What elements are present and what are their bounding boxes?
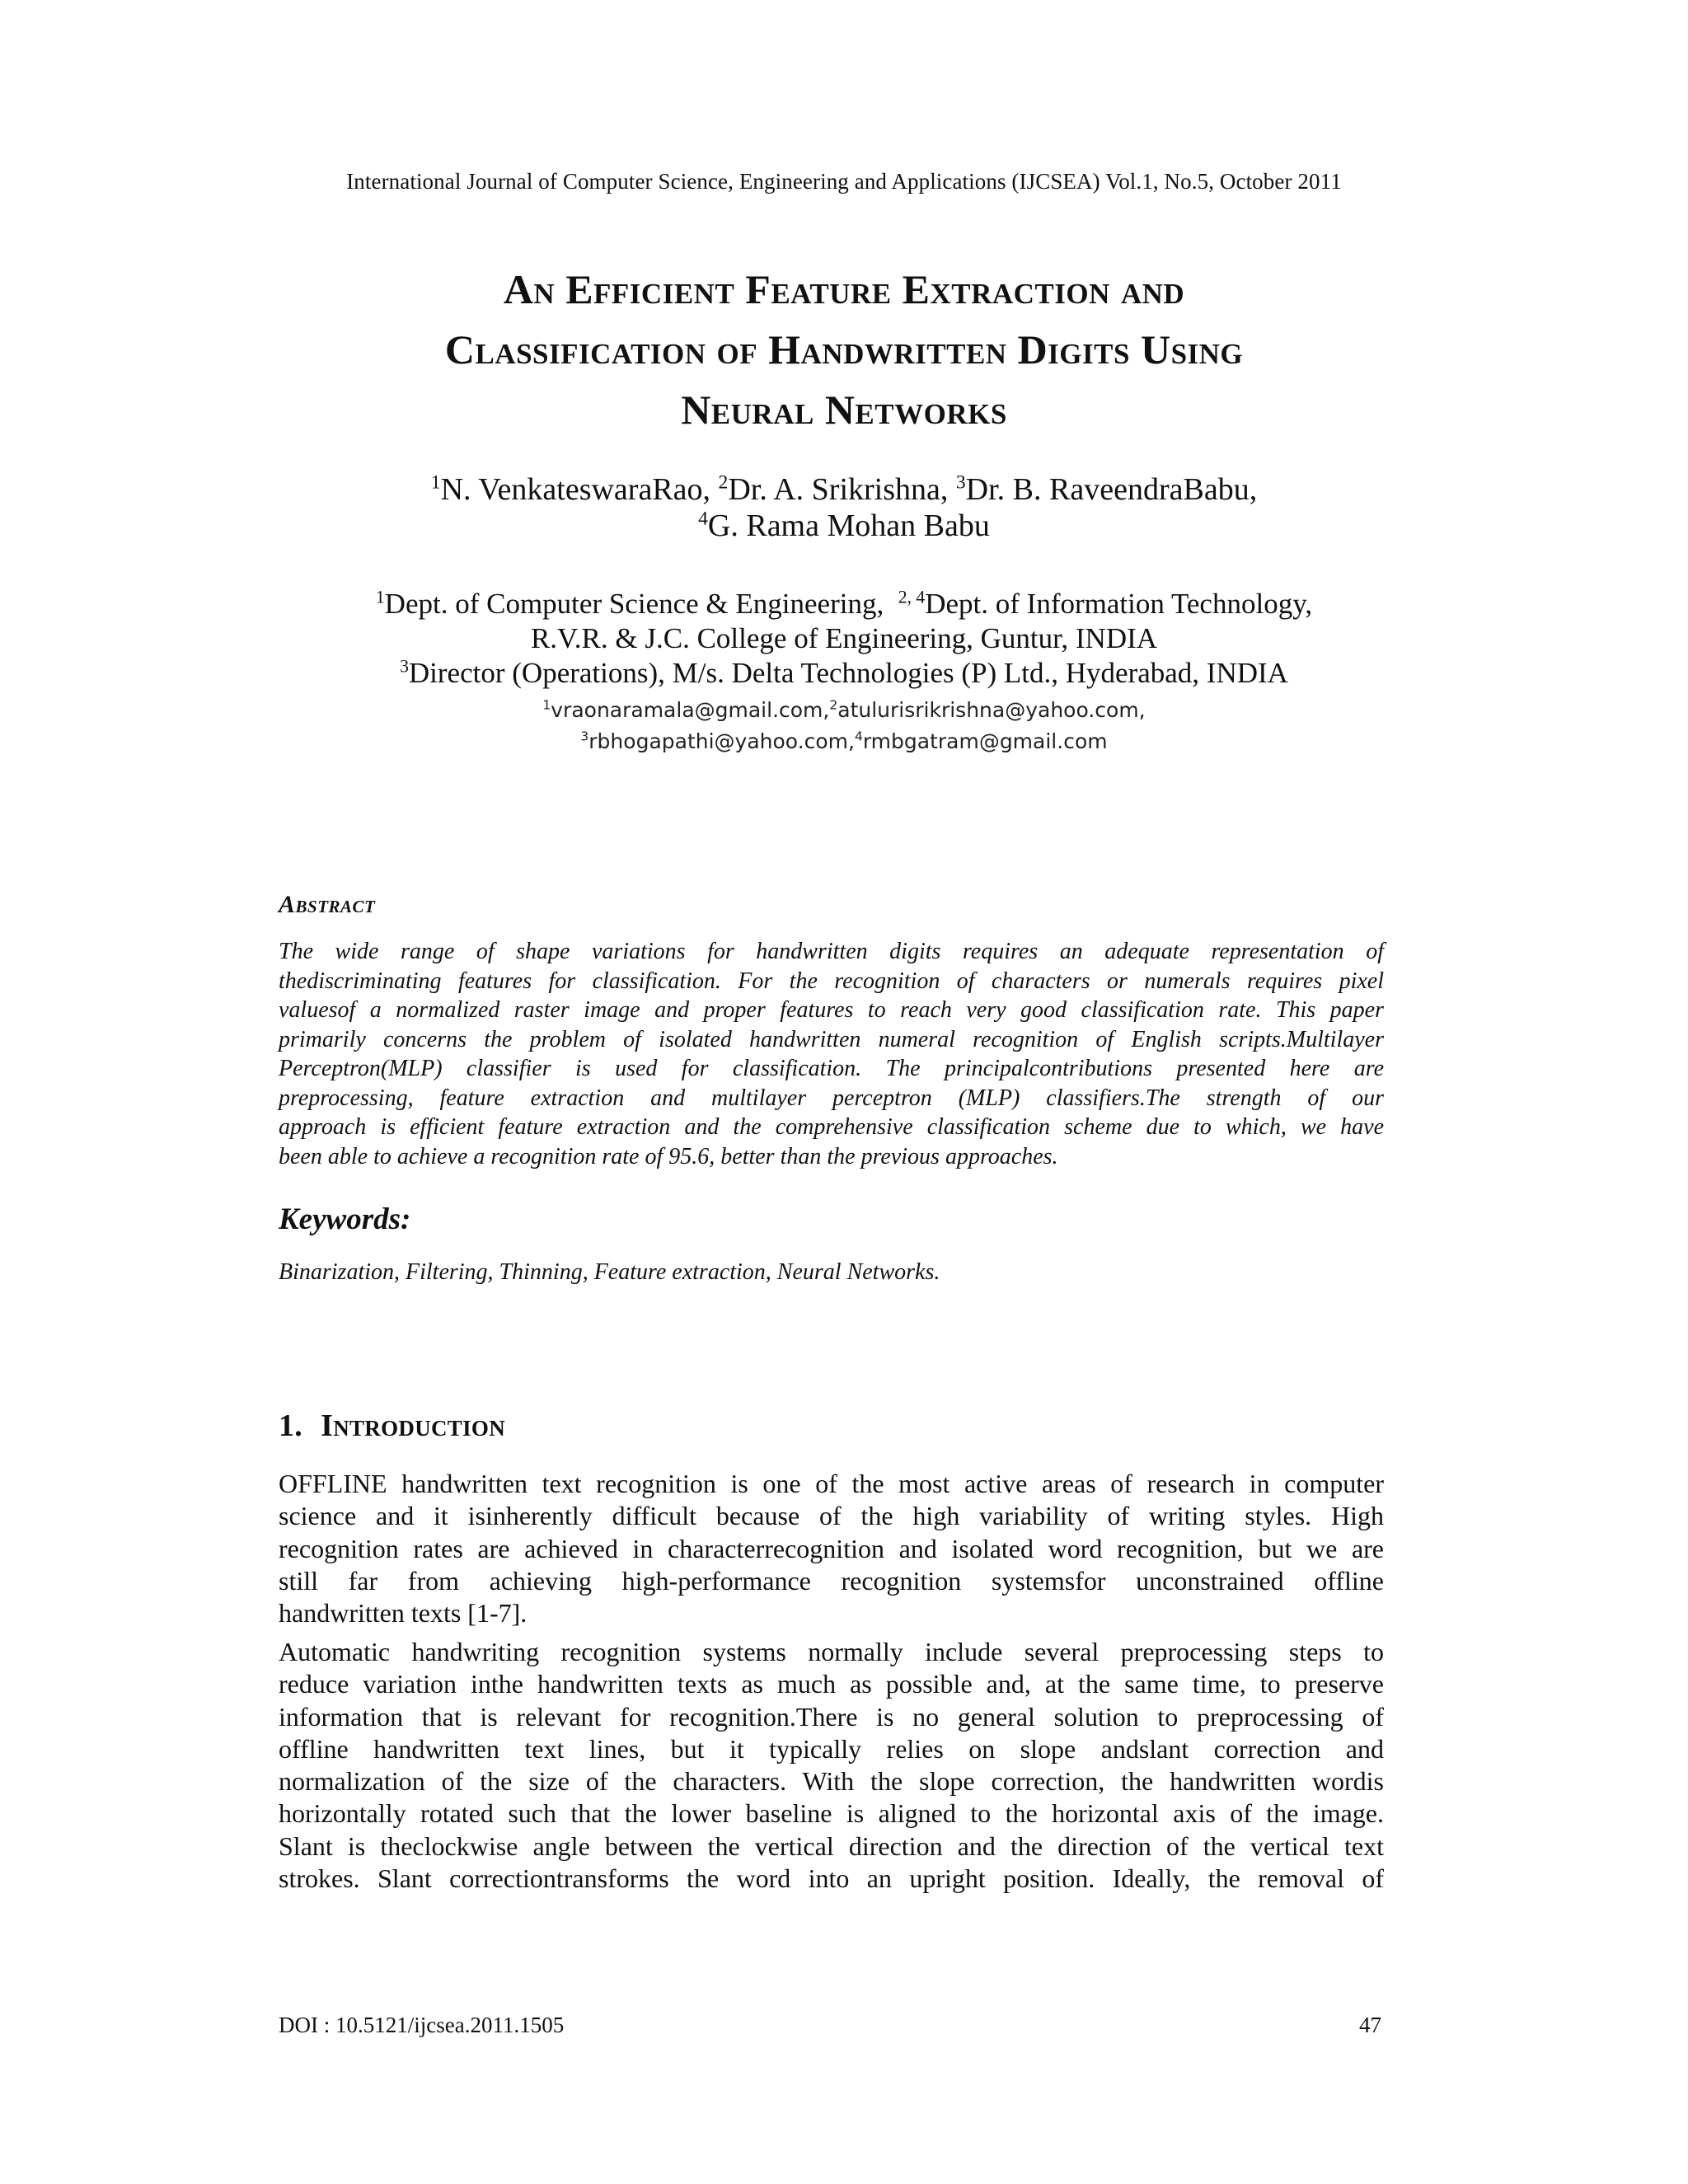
paper-title: [0, 260, 1688, 440]
email-sup: 3: [580, 729, 589, 744]
intro-paragraph-1: [279, 1468, 1384, 1629]
paragraph-line: strokes. Slant correctiontransforms the word into an upright position. Ideally, the removal of: [279, 1863, 1384, 1894]
section-heading: [279, 1408, 505, 1444]
author-line: [0, 508, 1688, 544]
abstract-heading: Abstract: [279, 891, 376, 918]
affiliation-text: Dept. of Computer Science & Engineering,: [384, 588, 891, 620]
abstract-line: valuesof a normalized raster image and proper features to reach very good classification rate. This paper: [279, 997, 1384, 1023]
paragraph-line: recognition rates are achieved in characterrecognition and isolated word recognition, but we are: [279, 1533, 1384, 1563]
section-number: 1.: [279, 1408, 303, 1443]
abstract-line: The wide range of shape variations for handwritten digits requires an adequate representation of: [279, 939, 1384, 964]
keywords-heading: Keywords:: [279, 1202, 411, 1236]
email-sup: 2: [829, 697, 838, 713]
paragraph-line: reduce variation inthe handwritten texts as much as possible and, at the same time, to preserve: [279, 1669, 1384, 1699]
affiliation-text: Director (Operations), M/s. Delta Technologies (P) Ltd., Hyderabad, INDIA: [408, 657, 1288, 689]
paragraph-line: horizontally rotated such that the lower baseline is aligned to the horizontal axis of the image.: [279, 1798, 1384, 1829]
paragraph-line: handwritten texts [1-7].: [279, 1598, 528, 1629]
paragraph-line: Slant is theclockwise angle between the vertical direction and the direction of the vertical text: [279, 1830, 1384, 1861]
title-line: Neural Networks: [681, 387, 1007, 433]
email-address[interactable]: rmbgatram@gmail.com: [862, 729, 1108, 753]
title-line: An Efficient Feature Extraction and: [503, 266, 1185, 312]
email-sup: 1: [542, 697, 551, 713]
affiliation-sup: 2, 4: [898, 587, 926, 607]
abstract-line: thediscriminating features for classification. For the recognition of characters or numerals requires pixel: [279, 968, 1384, 994]
email-address[interactable]: atulurisrikrishna@yahoo.com,: [837, 698, 1146, 722]
affiliations: [0, 587, 1688, 691]
keywords-text: Binarization, Filtering, Thinning, Feature extraction, Neural Networks.: [279, 1259, 940, 1285]
email-line: [0, 695, 1688, 726]
author-sup: 2: [718, 471, 729, 494]
abstract-line: primarily concerns the problem of isolated handwritten numeral recognition of English scripts.Multilayer: [279, 1026, 1384, 1052]
affiliation-text: Dept. of Information Technology,: [925, 588, 1313, 620]
affiliation-line: R.V.R. & J.C. College of Engineering, Guntur, INDIA: [530, 622, 1158, 654]
paragraph-line: information that is relevant for recognition.There is no general solution to preprocessing of: [279, 1701, 1384, 1732]
abstract-line: approach is efficient feature extraction and the comprehensive classification scheme due to which, we have: [279, 1114, 1384, 1140]
abstract-line: been able to achieve a recognition rate of 95.6, better than the previous approaches.: [279, 1143, 1058, 1169]
author-name: Dr. B. RaveendraBabu,: [965, 472, 1258, 507]
paragraph-line: OFFLINE handwritten text recognition is one of the most active areas of research in computer: [279, 1469, 1384, 1498]
email-address[interactable]: vraonaramala@gmail.com,: [551, 698, 830, 722]
affiliation-line: [0, 587, 1688, 621]
abstract-line: preprocessing, feature extraction and multilayer perceptron (MLP) classifiers.The strength of our: [279, 1085, 1384, 1111]
author-name: Dr. A. Srikrishna,: [728, 472, 956, 507]
doi-footer: DOI : 10.5121/ijcsea.2011.1505: [279, 2013, 565, 2037]
affiliation-line: [0, 656, 1688, 691]
author-name: G. Rama Mohan Babu: [707, 509, 990, 543]
affiliation-sup: 3: [400, 656, 409, 677]
abstract-body: [279, 937, 1384, 1171]
intro-paragraph-2: [279, 1636, 1384, 1895]
affiliation-sup: 1: [375, 587, 385, 607]
journal-header: International Journal of Computer Science, Engineering and Applications (IJCSEA) Vol.1, No.5, October 2011: [346, 169, 1342, 194]
title-line: Classification of Handwritten Digits Using: [444, 326, 1244, 373]
paragraph-line: Automatic handwriting recognition systems normally include several preprocessing steps to: [279, 1637, 1384, 1666]
author-name: N. VenkateswaraRao,: [440, 472, 719, 507]
author-list: [0, 471, 1688, 544]
email-list: [0, 695, 1688, 757]
email-sup: 4: [854, 729, 863, 744]
paragraph-line: still far from achieving high-performance recognition systemsfor unconstrained offline: [279, 1565, 1384, 1596]
page-number: 47: [1359, 2013, 1381, 2037]
paragraph-line: science and it isinherently difficult because of the high variability of writing styles. High: [279, 1501, 1384, 1531]
author-sup: 3: [955, 471, 966, 494]
abstract-line: Perceptron(MLP) classifier is used for classification. The principalcontributions presented here are: [279, 1056, 1384, 1081]
author-sup: 1: [430, 471, 441, 494]
paragraph-line: normalization of the size of the characters. With the slope correction, the handwritten wordis: [279, 1766, 1384, 1797]
email-line: [0, 726, 1688, 757]
email-address[interactable]: rbhogapathi@yahoo.com,: [588, 729, 855, 753]
paragraph-line: offline handwritten text lines, but it typically relies on slope andslant correction and: [279, 1733, 1384, 1764]
author-line: [0, 471, 1688, 508]
author-sup: 4: [698, 508, 708, 530]
section-title: Introduction: [321, 1408, 506, 1443]
